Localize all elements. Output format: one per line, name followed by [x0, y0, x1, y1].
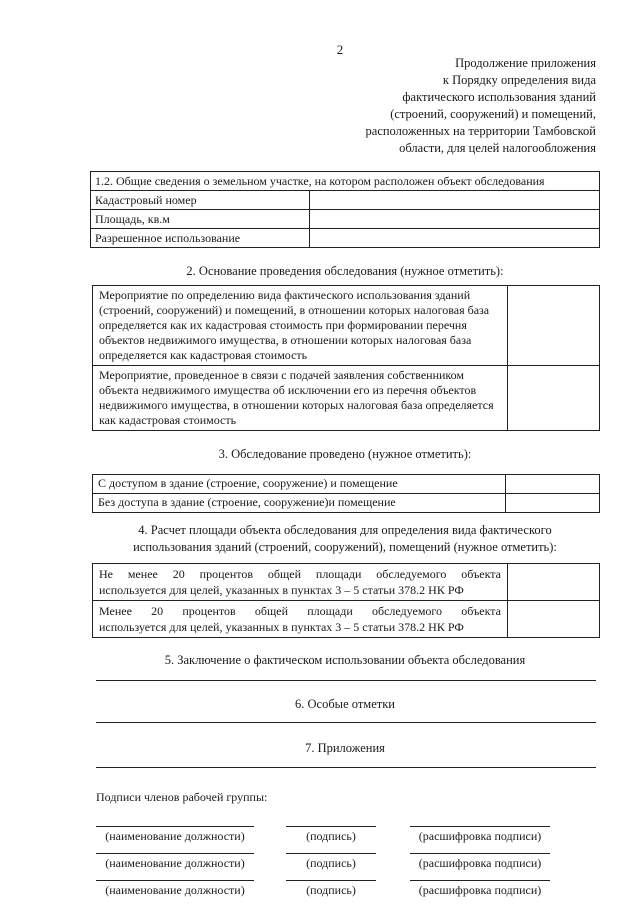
conclusion-line[interactable] [96, 680, 596, 681]
basis-option-checkbox[interactable] [508, 366, 600, 431]
signatures-title: Подписи членов рабочей группы: [96, 790, 268, 804]
area-option-text [93, 564, 508, 601]
position-label[interactable]: (наименование должности) [96, 880, 254, 898]
area-option-line: Не менее 20 процентов общей площади обследуемого объекта [99, 567, 501, 581]
appendix-line: области, для целей налогообложения [399, 141, 596, 155]
signature-row [96, 853, 596, 883]
page-number: 2 [336, 42, 344, 57]
land-plot-table-title: 1.2. Общие сведения о земельном участке, на котором расположен объект обследования [91, 172, 600, 191]
appendix-line: расположенных на территории Тамбовской [365, 124, 596, 138]
area-option-line: используется для целей, указанных в пунктах 3 – 5 статьи 378.2 НК РФ [99, 620, 464, 634]
section5-title: 5. Заключение о фактическом использовании объекта обследования [164, 653, 526, 667]
section6-title: 6. Особые отметки [295, 697, 395, 711]
cadastral-number-field[interactable] [310, 191, 600, 210]
area-calculation-table [92, 563, 600, 638]
section4-title-line: 4. Расчет площади объекта обследования для определения вида фактического [138, 523, 552, 537]
section7-title: 7. Приложения [305, 741, 385, 755]
area-option-line: Менее 20 процентов общей площади обследуемого объекта [99, 604, 501, 618]
special-notes-line[interactable] [96, 722, 596, 723]
area-label: Площадь, кв.м [91, 210, 310, 229]
section3-title: 3. Обследование проведено (нужное отметить): [218, 447, 472, 461]
section2-title: 2. Основание проведения обследования (нужное отметить): [186, 264, 504, 278]
basis-option-checkbox[interactable] [508, 286, 600, 366]
position-label[interactable]: (наименование должности) [96, 826, 254, 844]
access-option-checkbox[interactable] [506, 475, 600, 494]
access-option-checkbox[interactable] [506, 494, 600, 513]
signature-label[interactable]: (подпись) [286, 853, 376, 871]
basis-option-text: Мероприятие, проведенное в связи с подачей заявления собственником объекта недвижимого имущества об исключении его из перечня объектов недвижимого имущества, в отношении которых налоговая база определяется как кадастровая стоимость [93, 366, 508, 431]
basis-option-text: Мероприятие по определению вида фактического использования зданий (строений, сооружений) и помещений, в отношении которых налоговая база определяется как их кадастровая стоимость при формировании перечня объектов недвижимого имущества, в отношении которых налоговая база определяется как кадастровая стоимость [93, 286, 508, 366]
area-option-text [93, 601, 508, 638]
area-option-checkbox[interactable] [508, 601, 600, 638]
decoding-label[interactable]: (расшифровка подписи) [410, 853, 550, 871]
permitted-use-field[interactable] [310, 229, 600, 248]
appendix-line: к Порядку определения вида [442, 73, 596, 87]
access-option-text: С доступом в здание (строение, сооружение) и помещение [93, 475, 506, 494]
signature-label[interactable]: (подпись) [286, 880, 376, 898]
decoding-label[interactable]: (расшифровка подписи) [410, 826, 550, 844]
position-label[interactable]: (наименование должности) [96, 853, 254, 871]
appendix-line: Продолжение приложения [455, 56, 596, 70]
access-option-text: Без доступа в здание (строение, сооружение)и помещение [93, 494, 506, 513]
inspection-basis-table [92, 285, 600, 431]
inspection-access-table [92, 474, 600, 513]
signature-row [96, 826, 596, 856]
attachments-line[interactable] [96, 767, 596, 768]
signature-row [96, 880, 596, 910]
area-option-checkbox[interactable] [508, 564, 600, 601]
appendix-line: (строений, сооружений) и помещений, [390, 107, 596, 121]
signature-label[interactable]: (подпись) [286, 826, 376, 844]
area-field[interactable] [310, 210, 600, 229]
section4-title-line: использования зданий (строений, сооружений), помещений (нужное отметить): [133, 540, 557, 554]
land-plot-table [90, 171, 600, 248]
section4-title [90, 522, 600, 556]
appendix-header [296, 55, 596, 157]
decoding-label[interactable]: (расшифровка подписи) [410, 880, 550, 898]
area-option-line: используется для целей, указанных в пунктах 3 – 5 статьи 378.2 НК РФ [99, 583, 464, 597]
appendix-line: фактического использования зданий [402, 90, 596, 104]
cadastral-number-label: Кадастровый номер [91, 191, 310, 210]
permitted-use-label: Разрешенное использование [91, 229, 310, 248]
